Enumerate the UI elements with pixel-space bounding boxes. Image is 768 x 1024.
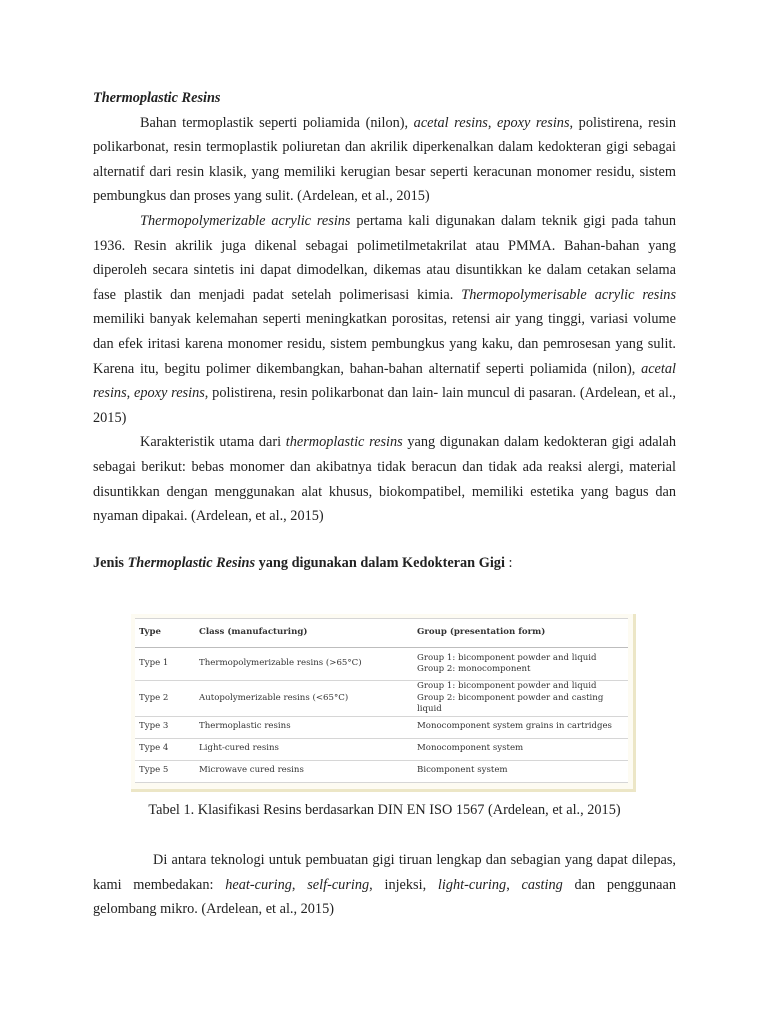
text-run: , polistirena, resin polikarbonat dan lain- lain muncul di pasaran. (Ardelean, et al., 2015) xyxy=(93,385,676,426)
cell-type: Type 4 xyxy=(135,738,195,760)
cell-class: Light-cured resins xyxy=(195,738,413,760)
text-run: , xyxy=(291,876,308,893)
text-run: Di antara teknologi untuk pembuatan gigi tiruan lengkap dan sebagian yang dapat dilepas, kami membedakan: xyxy=(93,852,676,893)
table-row xyxy=(135,738,628,760)
group-line: Group 2: bicomponent powder and casting liquid xyxy=(417,692,604,714)
cell-group xyxy=(413,681,628,717)
header-group: Group (presentation form) xyxy=(413,619,628,648)
paragraph-3 xyxy=(93,430,676,528)
italic-term: epoxy resins xyxy=(134,385,205,402)
italic-term: acetal resins xyxy=(93,360,676,402)
group-line: Group 2: monocomponent xyxy=(417,664,531,674)
closing-section xyxy=(93,848,676,922)
cell-class: Thermopolymerizable resins (>65°C) xyxy=(195,648,413,681)
text-run: , xyxy=(506,876,522,893)
paragraph-2 xyxy=(93,209,676,430)
text-run: , injeksi, xyxy=(369,876,438,893)
cell-type: Type 1 xyxy=(135,648,195,681)
text-run: Bahan termoplastik seperti poliamida (nilon), xyxy=(140,114,414,131)
text-run: Jenis xyxy=(93,554,128,571)
text-run: , polistirena, resin polikarbonat, resin termoplastik poliuretan dan akrilik diperkenalkan dalam kedokteran gigi sebagai alternatif dari resin klasik, yang memiliki kerugian besar seperti keracunan monomer residu, sistem pembungkus dan proses yang sulit. (Ardelean, et al., 2015) xyxy=(93,114,676,205)
cell-type: Type 3 xyxy=(135,716,195,738)
cell-group: Bicomponent system xyxy=(413,760,628,782)
group-line: Group 1: bicomponent powder and liquid xyxy=(417,681,597,691)
italic-term: thermoplastic resins xyxy=(285,434,403,451)
paragraph-1 xyxy=(93,111,676,209)
text-run: , xyxy=(126,385,135,402)
italic-term: self-curing xyxy=(307,876,370,893)
cell-group xyxy=(413,648,628,681)
section-heading: Thermoplastic Resins xyxy=(93,90,221,106)
text-run: dan penggunaan gelombang mikro. (Ardelean, et al., 2015) xyxy=(93,876,676,918)
cell-group: Monocomponent system grains in cartridges xyxy=(413,716,628,738)
resin-table-image xyxy=(131,614,636,792)
text-run: , xyxy=(487,114,497,131)
paragraph-4 xyxy=(93,848,676,922)
table-caption: Tabel 1. Klasifikasi Resins berdasarkan DIN EN ISO 1567 (Ardelean, et al., 2015) xyxy=(148,802,621,818)
cell-group: Monocomponent system xyxy=(413,738,628,760)
italic-term: casting xyxy=(521,876,563,893)
italic-term: Thermoplastic Resins xyxy=(127,554,256,571)
table-header-row xyxy=(135,619,628,648)
table-row xyxy=(135,760,628,782)
text-run: yang digunakan dalam Kedokteran Gigi xyxy=(255,554,505,571)
cell-type: Type 2 xyxy=(135,681,195,717)
table-section-title xyxy=(93,551,676,576)
text-run: : xyxy=(504,554,513,571)
cell-class: Autopolymerizable resins (<65°C) xyxy=(195,681,413,717)
resin-classification-table xyxy=(135,618,628,783)
header-class: Class (manufacturing) xyxy=(195,619,413,648)
table-row xyxy=(135,681,628,717)
italic-term: acetal resins xyxy=(413,114,488,131)
italic-term: heat-curing xyxy=(225,876,292,893)
text-run: yang digunakan dalam kedokteran gigi adalah sebagai berikut: bebas monomer dan akibatnya tidak beracun dan tidak ada reaksi alergi, material disuntikkan dengan menggunakan alat khusus, biokompatibel, memiliki estetika yang bagus dan nyaman dipakai. (Ardelean, et al., 2015) xyxy=(93,434,677,525)
group-line: Group 1: bicomponent powder and liquid xyxy=(417,652,597,663)
text-run: memiliki banyak kelemahan seperti meningkatkan porositas, retensi air yang tinggi, variasi volume dan efek iritasi karena monomer residu, sistem pembungkus yang kaku, dan pemrosesan yang sulit. Karena itu, begitu polimer dikembangkan, bahan-bahan alternatif seperti poliamida (nilon), xyxy=(93,311,676,377)
italic-term: Thermopolymerisable acrylic resins xyxy=(461,286,677,303)
document-body xyxy=(93,86,676,575)
text-run: pertama kali digunakan dalam teknik gigi pada tahun 1936. Resin akrilik juga dikenal sebagai polimetilmetakrilat atau PMMA. Bahan-bahan yang diperoleh secara sintetis ini dapat dimodelkan, dikemas atau disuntikkan ke dalam cetakan selama fase plastik dan menjadi padat setelah polimerisasi kimia. xyxy=(93,212,677,303)
text-run: Karakteristik utama dari xyxy=(140,434,286,451)
italic-term: light-curing xyxy=(437,876,507,893)
header-type: Type xyxy=(135,619,195,648)
cell-class: Microwave cured resins xyxy=(195,760,413,782)
italic-term: Thermopolymerizable acrylic resins xyxy=(140,212,351,229)
cell-class: Thermoplastic resins xyxy=(195,716,413,738)
italic-term: epoxy resins xyxy=(496,114,570,131)
table-row xyxy=(135,716,628,738)
cell-type: Type 5 xyxy=(135,760,195,782)
table-row xyxy=(135,648,628,681)
